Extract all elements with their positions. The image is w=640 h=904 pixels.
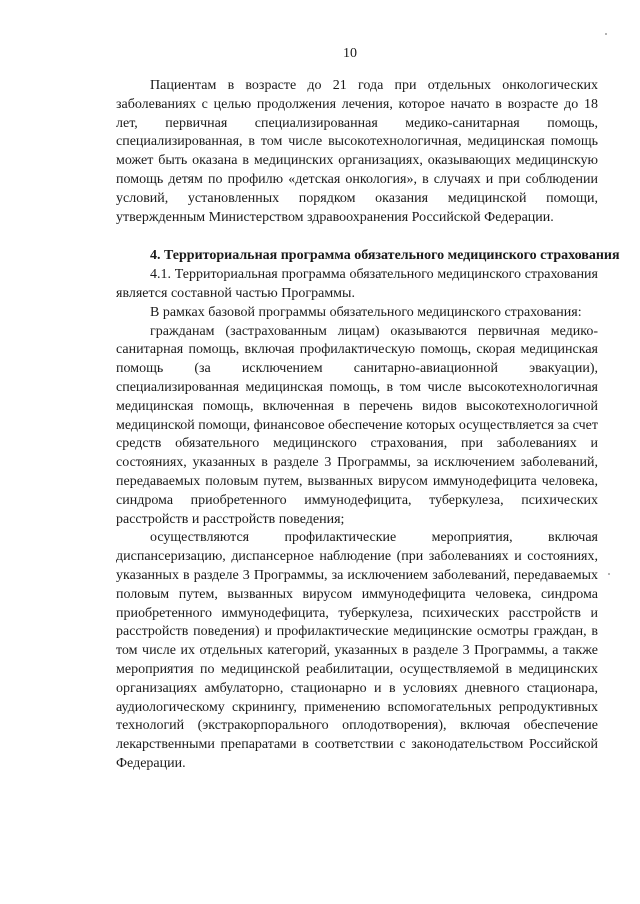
- section-heading: 4. Территориальная программа обязательного медицинского страхования: [150, 248, 620, 264]
- paragraph-basic-program: В рамках базовой программы обязательного медицинского страхования:: [150, 304, 582, 320]
- paragraph-preventive-measures: осуществляются профилактические мероприятия, включая диспансеризацию, диспансерное наблюдение (при заболеваниях и состояниях, указанных в разделе 3 Программы, за исключением заболеваний, передаваемых половым путем, вызванных вирусом иммунодефицита человека, синдрома приобретенного иммунодефицита, туберкулеза, психических расстройств и расстройств поведения) и профилактические медицинские осмотры граждан, в том числе их отдельных категорий, указанных в разделе 3 Программы, а также мероприятия по медицинской реабилитации, осуществляемой в медицинских организациях амбулаторно, стационарно и в условиях дневного стационара, аудиологическому скринингу, применению вспомогательных репродуктивных технологий (экстракорпорального оплодотворения), включая обеспечение лекарственными препаратами в соответствии с законодательством Российской Федерации.: [116, 530, 598, 771]
- scan-speck: [605, 33, 607, 35]
- paragraph-citizens-care: гражданам (застрахованным лицам) оказываются первичная медико-санитарная помощь, включая профилактическую помощь, скорая медицинская помощь (за исключением санитарно-авиационной эвакуации), специализированная медицинская помощь, в том числе высокотехнологичная медицинская помощь, включенная в перечень видов высокотехнологичной медицинской помощи, финансовое обеспечение которых осуществляется за счет средств обязательного медицинского страхования, при заболеваниях и состояниях, указанных в разделе 3 Программы, за исключением заболеваний, передаваемых половым путем, вызванных вирусом иммунодефицита человека, синдрома приобретенного иммунодефицита, туберкулеза, психических расстройств и расстройств поведения;: [116, 323, 598, 527]
- paragraph-pediatric-oncology: Пациентам в возрасте до 21 года при отдельных онкологических заболеваниях с целью продолжения лечения, которое начато в возрасте до 18 лет, первичная специализированная медико-санитарная помощь, специализированная, в том числе высокотехнологичная, медицинская помощь может быть оказана в медицинских организациях, оказывающих медицинскую помощь детям по профилю «детская онкология», в случаях и при соблюдении условий, установленных порядком оказания медицинской помощи, утвержденным Министерством здравоохранения Российской Федерации.: [116, 78, 598, 225]
- scan-speck: [608, 573, 610, 575]
- page-number: 10: [343, 46, 357, 61]
- document-body: [116, 77, 620, 774]
- paragraph-4-1: 4.1. Территориальная программа обязательного медицинского страхования является составной частью Программы.: [116, 267, 598, 301]
